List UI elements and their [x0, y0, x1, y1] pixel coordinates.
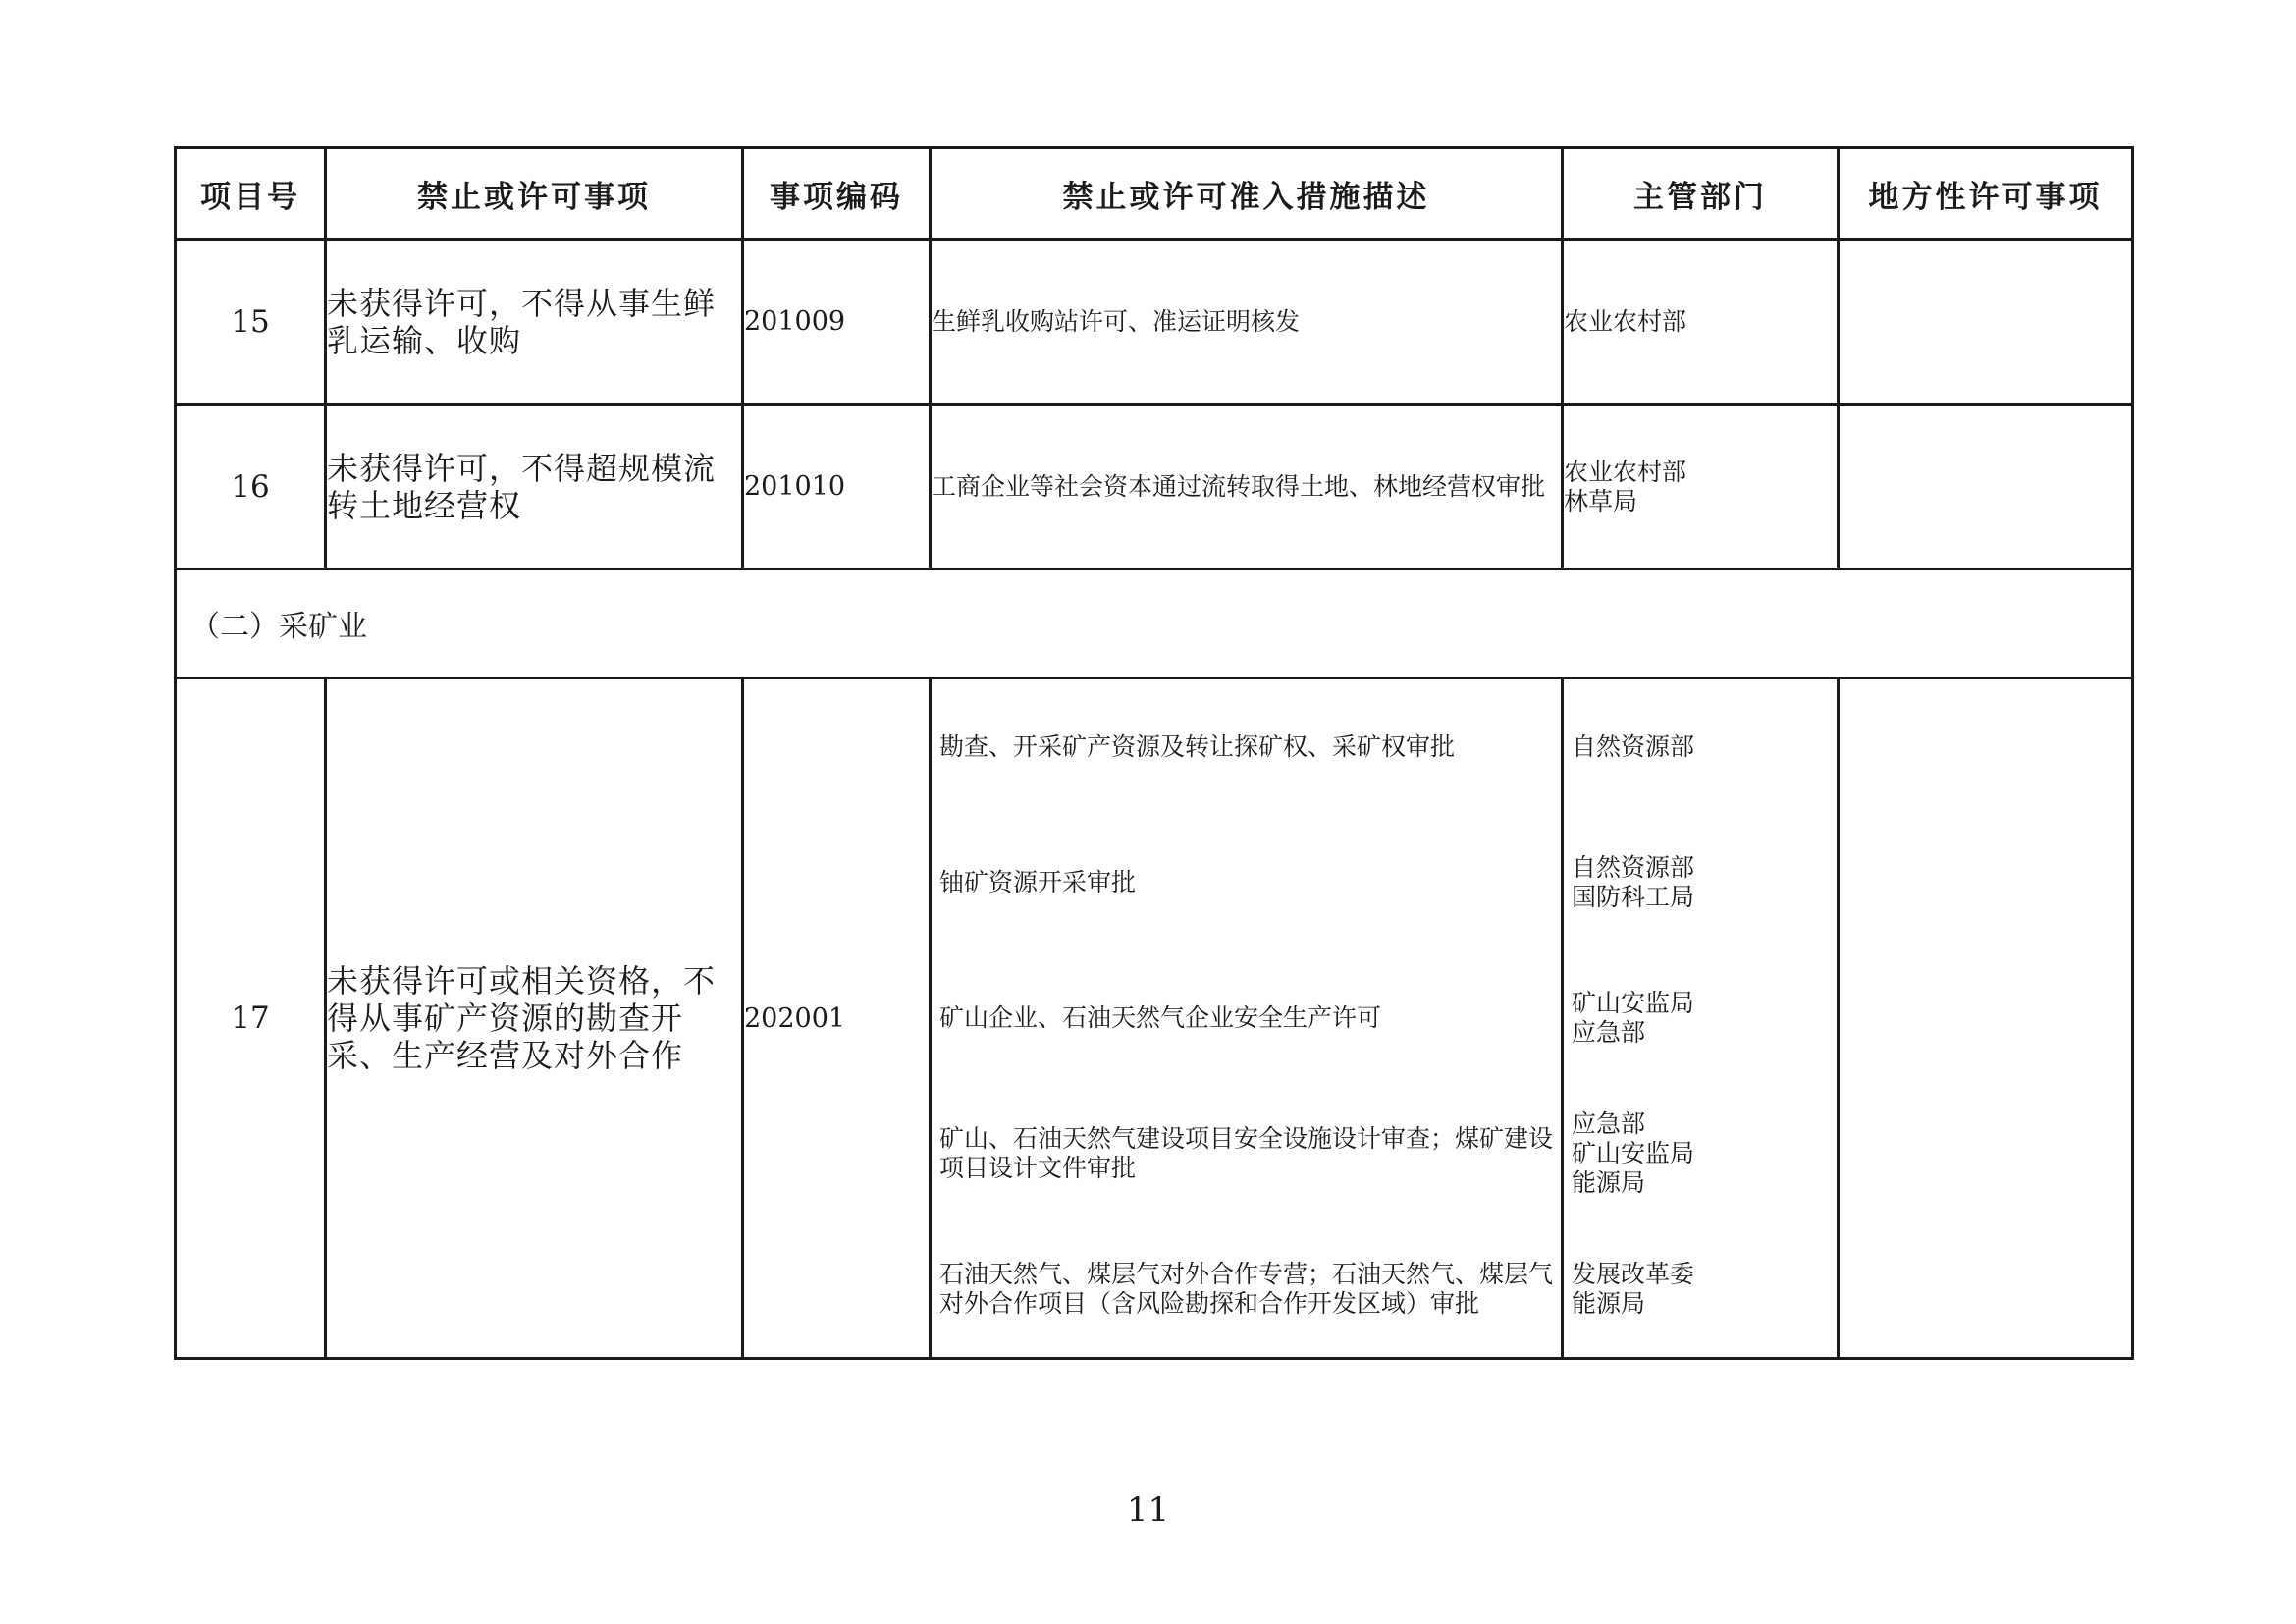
measure-department: 矿山安监局 应急部: [1572, 989, 1695, 1047]
header-description: 禁止或许可准入措施描述: [931, 148, 1563, 240]
measure-department: 应急部 矿山安监局 能源局: [1572, 1110, 1695, 1197]
page-number: 11: [1126, 1490, 1170, 1530]
row-description: 工商企业等社会资本通过流转取得土地、林地经营权审批: [931, 405, 1563, 569]
row-description: 生鲜乳收购站许可、准运证明核发: [931, 240, 1563, 405]
section-title: （二）采矿业: [176, 569, 2133, 678]
row-number: 16: [176, 405, 326, 569]
measure-department: 自然资源部: [1572, 732, 1695, 761]
row-local-permit: [1839, 240, 2133, 405]
table-row: [176, 240, 2133, 405]
row-number: 17: [176, 678, 326, 1359]
measure-description: 勘查、开采矿产资源及转让探矿权、采矿权审批: [939, 732, 1456, 761]
table-row: [176, 678, 2133, 1359]
row-number: 15: [176, 240, 326, 405]
measure-description: 石油天然气、煤层气对外合作专营；石油天然气、煤层气对外合作项目（含风险勘探和合作开发区域）审批: [939, 1260, 1554, 1318]
measure-department: 发展改革委 能源局: [1572, 1260, 1695, 1318]
header-code: 事项编码: [743, 148, 931, 240]
row-department: 农业农村部 林草局: [1563, 405, 1839, 569]
row-code: 201009: [743, 240, 931, 405]
header-item-no: 项目号: [176, 148, 326, 240]
row-code: 201010: [743, 405, 931, 569]
table-row: [176, 405, 2133, 569]
row-item: 未获得许可，不得从事生鲜乳运输、收购: [326, 240, 743, 405]
measure-description: 铀矿资源开采审批: [939, 868, 1137, 896]
row-description-list: [931, 678, 1563, 1359]
row-local-permit: [1839, 405, 2133, 569]
measure-department: 自然资源部 国防科工局: [1572, 853, 1695, 911]
row-code: 202001: [743, 678, 931, 1359]
measure-description: 矿山企业、石油天然气企业安全生产许可: [939, 1003, 1382, 1032]
row-department-list: [1563, 678, 1839, 1359]
header-local-permit: 地方性许可事项: [1839, 148, 2133, 240]
row-local-permit: [1839, 678, 2133, 1359]
header-row: [176, 148, 2133, 240]
header-item: 禁止或许可事项: [326, 148, 743, 240]
row-item: 未获得许可，不得超规模流转土地经营权: [326, 405, 743, 569]
section-row: [176, 569, 2133, 678]
header-department: 主管部门: [1563, 148, 1839, 240]
row-department: 农业农村部: [1563, 240, 1839, 405]
row-item: 未获得许可或相关资格，不得从事矿产资源的勘查开采、生产经营及对外合作: [326, 678, 743, 1359]
permit-table: [174, 146, 2134, 1360]
measure-description: 矿山、石油天然气建设项目安全设施设计审查；煤矿建设项目设计文件审批: [939, 1124, 1554, 1182]
